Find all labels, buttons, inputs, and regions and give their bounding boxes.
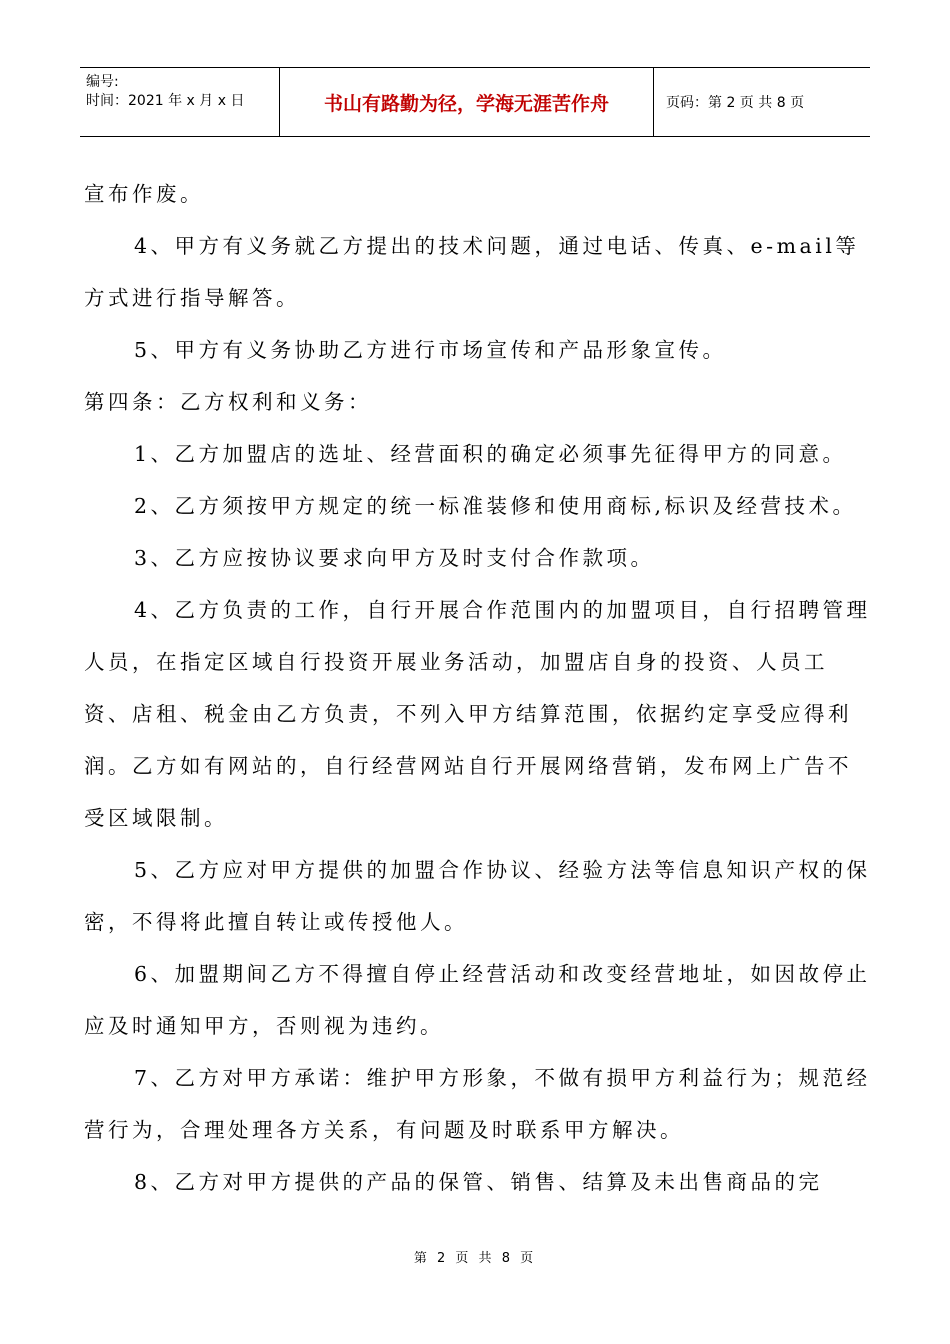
paragraph: 6、加盟期间乙方不得擅自停止经营活动和改变经营地址，如因故停止应及时通知甲方，否则视为违约。: [84, 962, 871, 1038]
paragraph: 4、甲方有义务就乙方提出的技术问题，通过电话、传真、e-mail等方式进行指导解答。: [84, 234, 860, 310]
section-heading: 第四条：乙方权利和义务：: [84, 390, 372, 414]
document-body: [84, 168, 874, 1208]
time-label: 时间：2021 年 x 月 x 日: [86, 93, 245, 109]
paragraph: 2、乙方须按甲方规定的统一标准装修和使用商标,标识及经营技术。: [134, 494, 857, 518]
paragraph: 3、乙方应按协议要求向甲方及时支付合作款项。: [134, 546, 655, 570]
header-motto: 书山有路勤为径，学海无涯苦作舟: [280, 68, 654, 136]
page-header: [80, 67, 870, 137]
paragraph: 4、乙方负责的工作，自行开展合作范围内的加盟项目，自行招聘管理人员，在指定区域自行投资开展业务活动，加盟店自身的投资、人员工资、店租、税金由乙方负责，不列入甲方结算范围，依据约定享受应得利润。乙方如有网站的，自行经营网站自行开展网络营销，发布网上广告不受区域限制。: [84, 598, 871, 830]
paragraph: 7、乙方对甲方承诺：维护甲方形象，不做有损甲方利益行为；规范经营行为，合理处理各方关系，有问题及时联系甲方解决。: [84, 1066, 871, 1142]
page-footer: 第 2 页 共 8 页: [413, 1251, 537, 1266]
paragraph: 宣布作废。: [84, 182, 204, 206]
header-meta: [80, 68, 280, 136]
header-page-info: 页码：第 2 页 共 8 页: [666, 95, 805, 111]
paragraph: 8、乙方对甲方提供的产品的保管、销售、结算及未出售商品的完: [134, 1170, 823, 1194]
paragraph: 5、甲方有义务协助乙方进行市场宣传和产品形象宣传。: [134, 338, 727, 362]
paragraph: 1、乙方加盟店的选址、经营面积的确定必须事先征得甲方的同意。: [134, 442, 847, 466]
paragraph: 5、乙方应对甲方提供的加盟合作协议、经验方法等信息知识产权的保密，不得将此擅自转让或传授他人。: [84, 858, 871, 934]
number-label: 编号:: [86, 74, 119, 90]
